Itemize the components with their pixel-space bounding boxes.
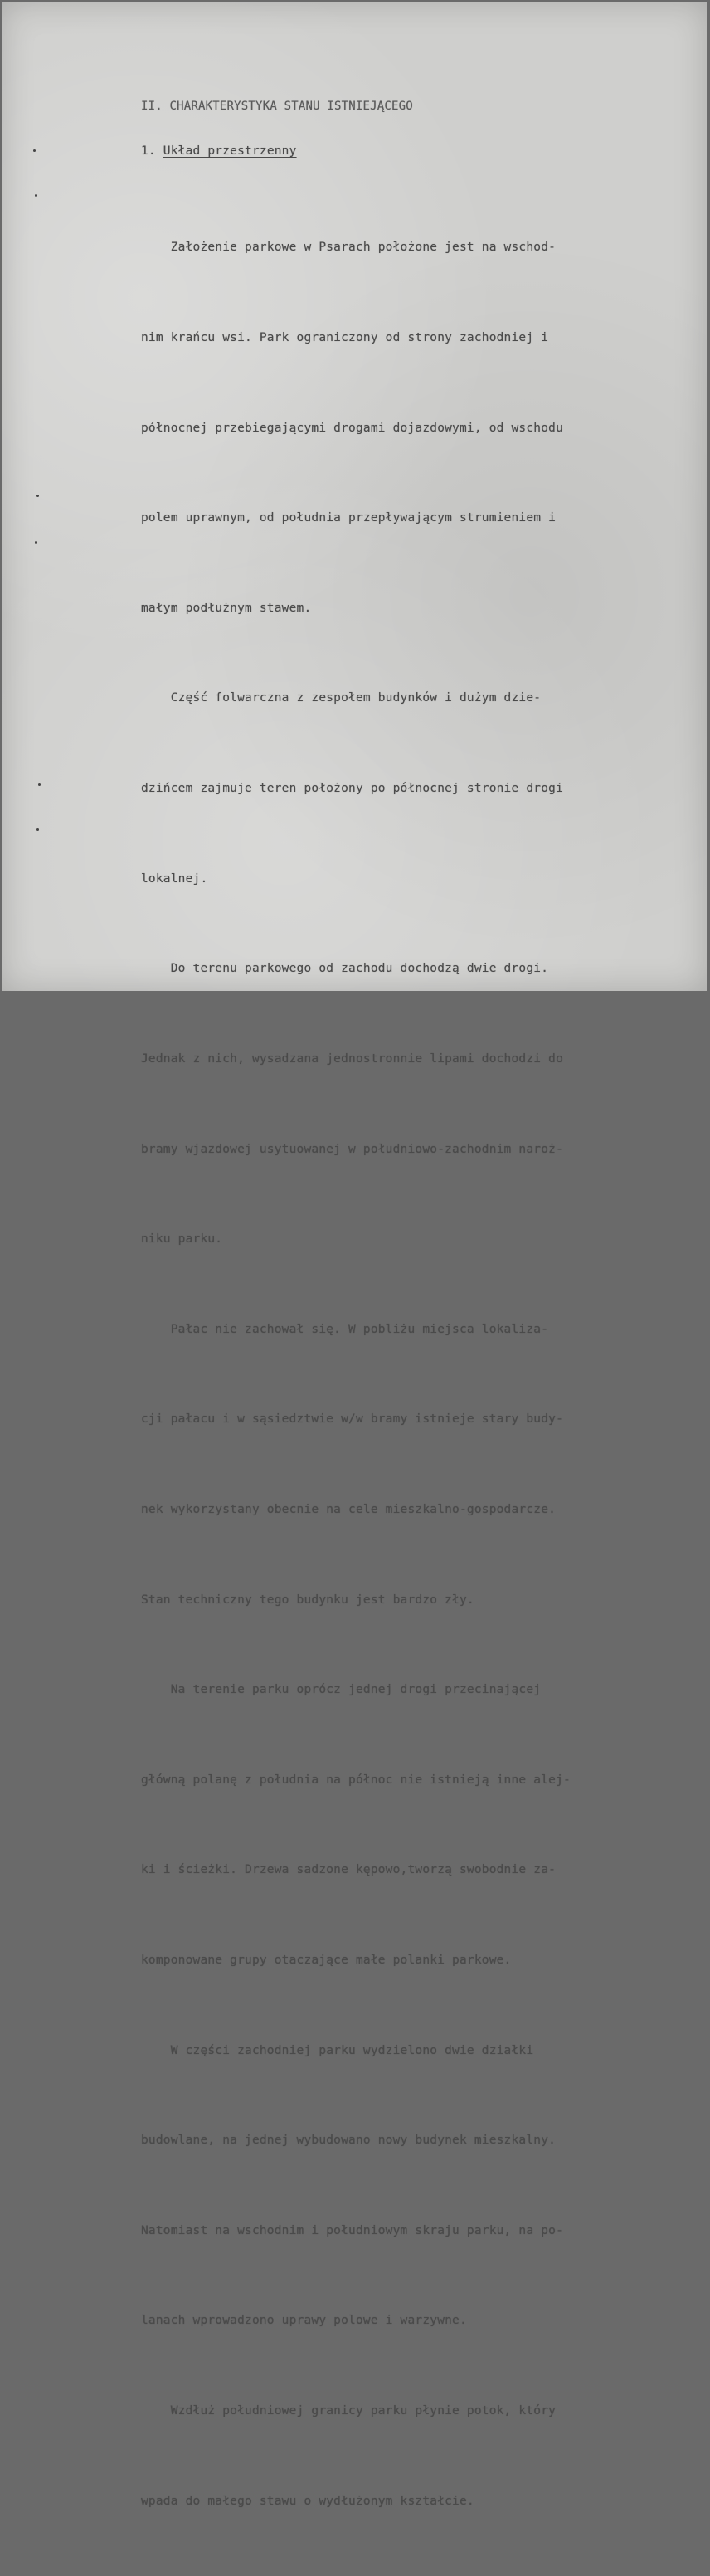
margin-mark xyxy=(35,194,37,197)
text-line: główną polanę z południa na północ nie istnieją inne alej- xyxy=(141,1773,571,1787)
document-page xyxy=(2,2,707,2508)
subsection-number: 1. xyxy=(141,144,163,158)
text-line: Jednak z nich, wysadzana jednostronnie lipami dochodzi do xyxy=(141,1051,563,1066)
subsection-title: Układ przestrzenny xyxy=(163,144,297,158)
margin-mark xyxy=(36,495,39,497)
margin-mark xyxy=(35,541,37,544)
text-line: komponowane grupy otaczające małe polanki parkowe. xyxy=(141,1953,512,1967)
text-line: małym podłużnym stawem. xyxy=(141,601,312,615)
section-title: II. CHARAKTERYSTYKA STANU ISTNIEJĄCEGO xyxy=(141,100,413,113)
text-line: północnej przebiegającymi drogami dojazdowymi, od wschodu xyxy=(141,421,563,435)
subsection-heading xyxy=(141,144,297,158)
text-line: Do terenu parkowego od zachodu dochodzą dwie drogi. xyxy=(141,962,549,976)
text-line: Część folwarczna z zespołem budynków i dużym dzie- xyxy=(141,691,542,705)
text-line: lokalnej. xyxy=(141,871,208,886)
text-line: Stan techniczny tego budynku jest bardzo zły. xyxy=(141,1593,474,1607)
text-line: Natomiast na wschodnim i południowym skraju parku, na po- xyxy=(141,2223,563,2237)
text-line: wpada do małego stawu o wydłużonym kształcie. xyxy=(141,2494,474,2508)
text-line: ki i ścieżki. Drzewa sadzone kępowo,tworzą swobodnie za- xyxy=(141,1863,557,1877)
text-line: dzińcem zajmuje teren położony po północnej stronie drogi xyxy=(141,782,563,796)
text-line: niku parku. xyxy=(141,1232,223,1247)
text-line: nek wykorzystany obecnie na cele mieszkalno-gospodarcze. xyxy=(141,1502,557,1516)
text-line: lanach wprowadzono uprawy polowe i warzywne. xyxy=(141,2314,467,2328)
margin-mark xyxy=(38,783,41,786)
margin-mark xyxy=(36,828,39,831)
text-line: Założenie parkowe w Psarach położone jest na wschod- xyxy=(141,241,557,255)
text-line: Wzdłuż południowej granicy parku płynie potok, który xyxy=(141,2404,557,2418)
body-text xyxy=(141,173,571,2576)
text-line: polem uprawnym, od południa przepływającym strumieniem i xyxy=(141,511,557,525)
text-line: Na terenie parku oprócz jednej drogi przecinającej xyxy=(141,1683,542,1697)
text-line: cji pałacu i w sąsiedztwie w/w bramy istnieje stary budy- xyxy=(141,1412,563,1427)
text-line: budowlane, na jednej wybudowano nowy budynek mieszkalny. xyxy=(141,2134,557,2148)
text-line: Pałac nie zachował się. W pobliżu miejsca lokaliza- xyxy=(141,1322,549,1336)
text-line: bramy wjazdowej usytuowanej w południowo-zachodnim naroż- xyxy=(141,1142,563,1156)
margin-mark xyxy=(33,149,36,152)
text-line: nim krańcu wsi. Park ograniczony od strony zachodniej i xyxy=(141,331,549,345)
text-line: W części zachodniej parku wydzielono dwie działki xyxy=(141,2043,534,2057)
